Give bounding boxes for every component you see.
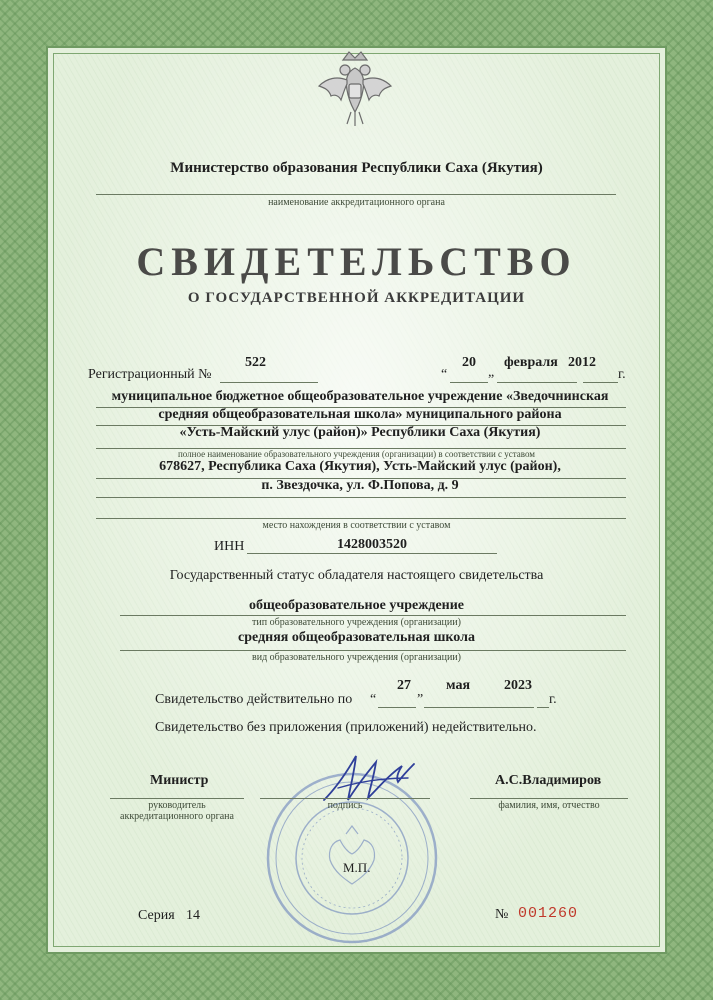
institution-caption: полное наименование образовательного учреждения (организации) в соответствии с уставом [177,449,535,459]
inn-underline [247,553,497,554]
validity-year-underline [537,707,549,708]
authority-caption: наименование аккредитационного органа [268,197,445,208]
validity-year: 2023 [504,678,532,693]
institution-line-2: средняя общеобразовательная школа» муниципального района [158,407,562,422]
registration-day-underline [450,382,488,383]
validity-month-underline [424,707,534,708]
status-heading: Государственный статус обладателя настоящего свидетельства [169,568,544,583]
institution-line-1: муниципальное бюджетное общеобразовательное учреждение «Зведочнинская [111,389,609,404]
validity-day-underline [378,707,416,708]
inn-value: 1428003520 [337,537,407,552]
address-line-2: п. Звездочка, ул. Ф.Попова, д. 9 [261,478,459,493]
serial-number-label: № [495,907,509,922]
signer-position: Министр [150,773,209,788]
address-line-1: 678627, Республика Саха (Якутия), Усть-Майский улус (район), [159,459,561,474]
institution-kind-caption: вид образовательного учреждения (организации) [252,652,461,663]
signature-underline [260,798,430,799]
authority-name: Министерство образования Республики Саха (Якутия) [170,160,543,176]
validity-close-quote: ” [417,692,424,707]
institution-type-caption: тип образовательного учреждения (организации) [252,617,461,628]
registration-open-quote: “ [441,367,448,382]
address-underline-3 [96,518,626,519]
signer-name: А.С.Владимиров [495,773,602,788]
validity-year-suffix: г. [549,692,557,707]
registration-year-suffix: г. [618,367,626,382]
signer-name-underline [470,798,628,799]
registration-close-quote: „ [488,365,495,380]
inn-label: ИНН [214,539,245,554]
signature-caption: подпись [327,800,363,811]
address-caption: место нахождения в соответствии с уставом [262,520,451,531]
registration-day: 20 [462,355,476,370]
validity-open-quote: “ [370,692,377,707]
address-underline-2 [96,497,626,498]
institution-type-value: общеобразовательное учреждение [248,598,465,613]
seal-label: М.П. [343,860,371,875]
document-title: СВИДЕТЕЛЬСТВО [136,239,577,284]
serial-number: 001260 [518,905,579,922]
registration-month: февраля [504,355,558,370]
institution-type-underline [120,615,626,616]
authority-underline [96,194,616,195]
coat-of-arms-icon [315,50,395,128]
series-label: Серия [138,908,175,923]
signer-position-caption-2: аккредитационного органа [120,811,234,822]
series-value: 14 [186,908,200,923]
signer-name-caption: фамилия, имя, отчество [498,800,600,811]
registration-number-underline [220,382,318,383]
institution-line-3: «Усть-Майский улус (район)» Республики Саха (Якутия) [179,425,541,440]
institution-kind-underline [120,650,626,651]
signer-position-caption-1: руководитель [148,800,206,811]
registration-number: 522 [245,355,266,370]
institution-kind-value: средняя общеобразовательная школа [238,630,475,645]
validity-note: Свидетельство без приложения (приложений) недействительно. [155,720,537,735]
registration-year: 2012 [568,355,596,370]
signer-position-underline [110,798,244,799]
registration-label: Регистрационный № [88,367,212,382]
validity-day: 27 [397,678,411,693]
validity-month: мая [446,678,471,693]
registration-year-underline [583,382,618,383]
document-subtitle: О ГОСУДАРСТВЕННОЙ АККРЕДИТАЦИИ [187,290,526,306]
registration-month-underline [497,382,577,383]
validity-label: Свидетельство действительно по [155,692,353,707]
